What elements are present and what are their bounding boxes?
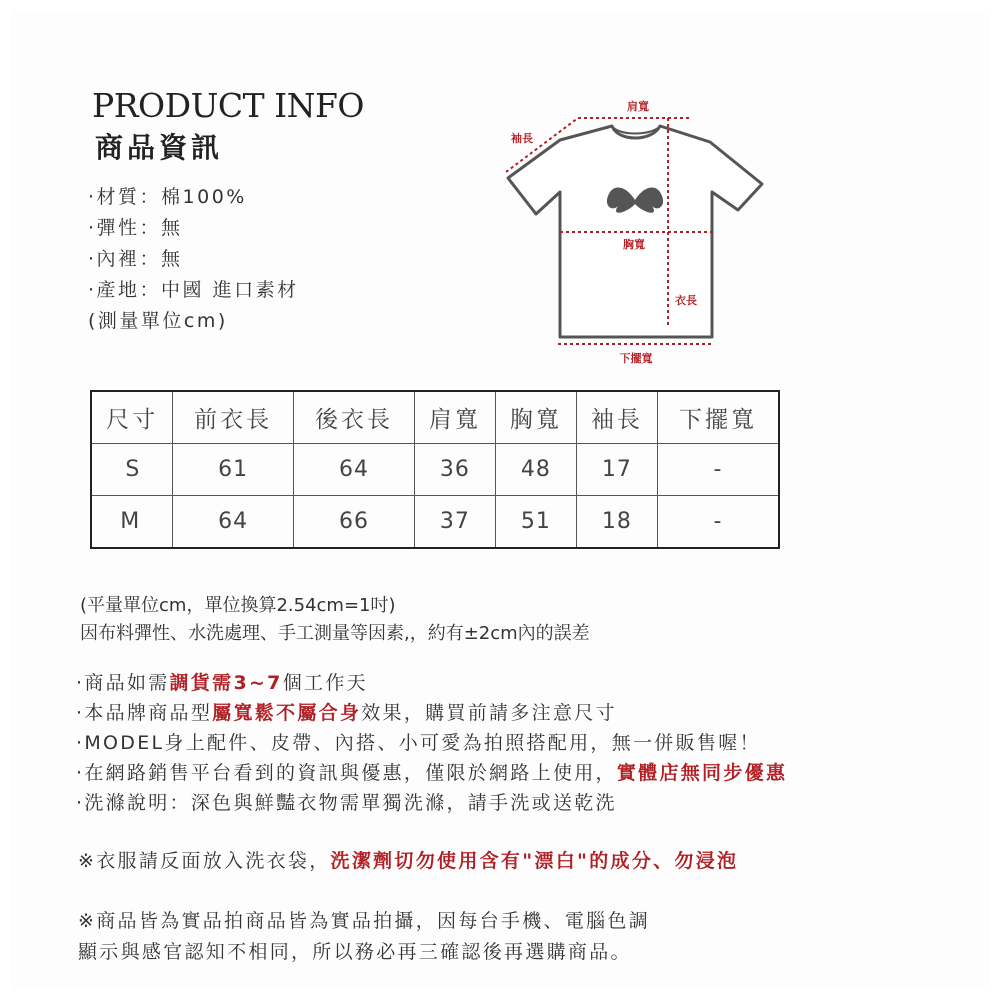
spec-list — [88, 182, 299, 337]
cell-front-length: 61 — [173, 444, 294, 496]
bullet-highlight: 屬寬鬆不屬合身 — [212, 702, 362, 724]
cell-sleeve: 18 — [576, 496, 657, 549]
bullet-accessories: ·MODEL身上配件、皮帶、內搭、小可愛為拍照搭配用，無一併販售喔！ — [76, 732, 761, 754]
header-shoulder: 肩寬 — [414, 391, 495, 444]
measurement-note-line2: 因布料彈性、水洗處理、手工測量等因素,，約有±2cm內的誤差 — [80, 623, 590, 644]
cell-sleeve: 17 — [576, 444, 657, 496]
bullet-text: 個工作天 — [282, 672, 368, 694]
notice-highlight: 洗潔劑切勿使用含有"漂白"的成分、勿浸泡 — [330, 850, 739, 872]
title-english: PRODUCT INFO — [92, 86, 364, 125]
spec-origin: ·產地：中國 進口素材 — [88, 279, 299, 301]
bullet-highlight: 調貨需3~7 — [169, 672, 283, 694]
bullet-restock — [76, 668, 787, 698]
cell-chest: 51 — [495, 496, 576, 549]
header-size: 尺寸 — [91, 391, 173, 444]
header-front-length: 前衣長 — [173, 391, 294, 444]
bullet-text: ·在網路銷售平台看到的資訊與優惠，僅限於網路上使用， — [76, 762, 617, 784]
cell-size: S — [91, 444, 173, 496]
cell-front-length: 64 — [173, 496, 294, 549]
title-chinese: 商品資訊 — [95, 131, 224, 164]
notice-bullets — [76, 668, 787, 818]
color-disclaimer-line2: 顯示與感官認知不相同，所以務必再三確認後再選購商品。 — [78, 941, 632, 963]
color-disclaimer-line1: ※商品皆為實品拍商品皆為實品拍攝，因每台手機、電腦色調 — [78, 910, 651, 932]
label-chest: 胸寬 — [623, 238, 645, 251]
measurement-note-line1: (平量單位cm，單位換算2.54cm=1吋) — [80, 595, 396, 616]
cell-shoulder: 37 — [414, 496, 495, 549]
spec-unit-note: (測量單位cm) — [88, 310, 228, 332]
spec-material: ·材質：棉100% — [88, 186, 247, 208]
label-shoulder: 肩寬 — [627, 100, 649, 113]
measurement-note — [80, 592, 590, 648]
bullet-text: 效果，購買前請多注意尺寸 — [361, 702, 617, 724]
bullet-highlight: 實體店無同步優惠 — [616, 762, 788, 784]
cell-back-length: 64 — [294, 444, 415, 496]
cell-shoulder: 36 — [414, 444, 495, 496]
bullet-text: ·商品如需 — [76, 672, 170, 694]
header-chest: 胸寬 — [495, 391, 576, 444]
label-sleeve: 袖長 — [511, 132, 533, 145]
notice-text: ※衣服請反面放入洗衣袋， — [78, 850, 331, 872]
tshirt-measurement-diagram — [500, 92, 770, 372]
cell-hem: - — [657, 444, 779, 496]
spec-elasticity: ·彈性：無 — [88, 217, 183, 239]
cell-hem: - — [657, 496, 779, 549]
label-hem: 下擺寬 — [619, 352, 653, 365]
bullet-fit — [76, 698, 787, 728]
color-disclaimer — [78, 906, 650, 968]
cell-chest: 48 — [495, 444, 576, 496]
bullet-text: ·本品牌商品型 — [76, 702, 213, 724]
table-row — [91, 496, 779, 549]
bullet-washing: ·洗滌說明：深色與鮮豔衣物需單獨洗滌，請手洗或送乾洗 — [76, 792, 617, 814]
cell-back-length: 66 — [294, 496, 415, 549]
size-table-header-row — [91, 391, 779, 444]
label-length: 衣長 — [675, 294, 697, 307]
header-back-length: 後衣長 — [294, 391, 415, 444]
spec-lining: ·內裡：無 — [88, 248, 183, 270]
bullet-online-only — [76, 758, 787, 788]
header-hem: 下擺寬 — [657, 391, 779, 444]
header-sleeve: 袖長 — [576, 391, 657, 444]
table-row — [91, 444, 779, 496]
size-table — [90, 390, 780, 549]
cell-size: M — [91, 496, 173, 549]
laundry-notice — [78, 846, 738, 873]
